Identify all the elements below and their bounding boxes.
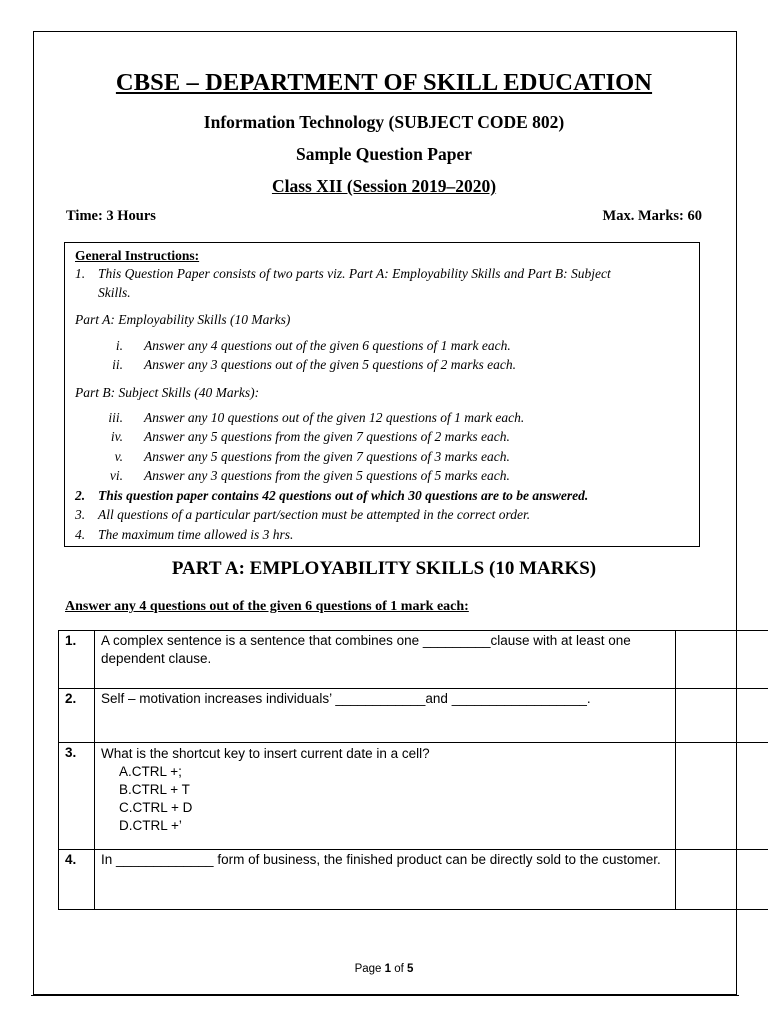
question-number: 2. bbox=[59, 689, 95, 743]
table-row bbox=[59, 689, 768, 743]
item-number: vi. bbox=[109, 468, 123, 483]
item-number: 3. bbox=[75, 507, 86, 522]
question-text: Self – motivation increases individuals’ ____________and __________________. bbox=[94, 689, 675, 743]
part-a-heading: Part A: Employability Skills (10 Marks) bbox=[75, 312, 291, 327]
page-footer bbox=[33, 963, 735, 975]
page-label: Page bbox=[354, 963, 382, 975]
option-b: B.CTRL + T bbox=[118, 781, 190, 797]
question-text-cell bbox=[94, 743, 675, 850]
question-text: In _____________ form of business, the finished product can be directly sold to the customer. bbox=[94, 850, 675, 910]
item-number: 4. bbox=[75, 527, 86, 542]
part-a-rule: Answer any 3 questions out of the given 5 questions of 2 marks each. bbox=[144, 357, 516, 372]
total-pages: 5 bbox=[407, 963, 414, 975]
item-number: v. bbox=[114, 449, 123, 464]
part-b-rule: Answer any 10 questions out of the given 12 questions of 1 mark each. bbox=[144, 410, 525, 425]
paper-type: Sample Question Paper bbox=[296, 144, 472, 164]
item-number: ii. bbox=[112, 357, 123, 372]
part-b-heading: Part B: Subject Skills (40 Marks): bbox=[75, 385, 260, 400]
marks-cell bbox=[676, 689, 768, 743]
of-label: of bbox=[394, 963, 404, 975]
instruction-1-line1: This Question Paper consists of two parts viz. Part A: Employability Skills and Part B: Subject bbox=[98, 266, 611, 281]
instruction-1-line2: Skills. bbox=[98, 285, 131, 300]
question-number: 1. bbox=[59, 631, 95, 689]
instruction-2: This question paper contains 42 questions out of which 30 questions are to be answered. bbox=[98, 488, 589, 503]
item-number: 2. bbox=[75, 488, 86, 503]
page-number: 1 bbox=[384, 963, 392, 975]
item-number: 1. bbox=[75, 266, 86, 281]
question-number: 4. bbox=[59, 850, 95, 910]
class-session: Class XII (Session 2019–2020) bbox=[271, 176, 497, 196]
instruction-4: The maximum time allowed is 3 hrs. bbox=[98, 527, 294, 542]
part-a-instruction: Answer any 4 questions out of the given 6 questions of 1 mark each: bbox=[65, 599, 469, 614]
part-b-rule: Answer any 5 questions from the given 7 questions of 2 marks each. bbox=[144, 429, 510, 444]
item-number: iii. bbox=[108, 410, 123, 425]
instruction-3: All questions of a particular part/section must be attempted in the correct order. bbox=[98, 507, 531, 522]
instructions-heading: General Instructions: bbox=[75, 248, 200, 263]
part-a-title: PART A: EMPLOYABILITY SKILLS (10 MARKS) bbox=[171, 558, 597, 579]
time-allowed: Time: 3 Hours bbox=[66, 208, 156, 224]
question-text: What is the shortcut key to insert current date in a cell? bbox=[100, 746, 430, 761]
table-row bbox=[59, 743, 768, 850]
table-row bbox=[59, 850, 768, 910]
question-text: A complex sentence is a sentence that combines one _________clause with at least one dependent clause. bbox=[94, 631, 675, 689]
marks-cell bbox=[676, 850, 768, 910]
page-border-shadow bbox=[31, 995, 739, 997]
marks-cell bbox=[676, 631, 768, 689]
question-number: 3. bbox=[59, 743, 95, 850]
option-d: D.CTRL +’ bbox=[118, 817, 182, 833]
part-a-rule: Answer any 4 questions out of the given 6 questions of 1 mark each. bbox=[144, 338, 511, 353]
part-b-rule: Answer any 5 questions from the given 7 questions of 3 marks each. bbox=[144, 449, 510, 464]
question-table bbox=[58, 630, 768, 910]
item-number: iv. bbox=[110, 429, 123, 444]
general-instructions-box bbox=[64, 242, 700, 547]
part-b-rule: Answer any 3 questions from the given 5 questions of 5 marks each. bbox=[144, 468, 510, 483]
max-marks: Max. Marks: 60 bbox=[602, 208, 702, 224]
document-title: CBSE – DEPARTMENT OF SKILL EDUCATION bbox=[115, 69, 653, 96]
option-a: A.CTRL +; bbox=[118, 763, 182, 779]
option-c: C.CTRL + D bbox=[118, 799, 193, 815]
marks-cell bbox=[676, 743, 768, 850]
item-number: i. bbox=[115, 338, 123, 353]
table-row bbox=[59, 631, 768, 689]
subject-line: Information Technology (SUBJECT CODE 802) bbox=[203, 112, 565, 132]
